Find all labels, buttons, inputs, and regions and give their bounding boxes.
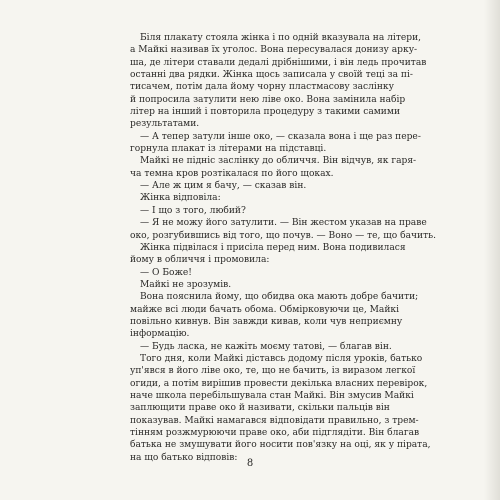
page-number: 8: [246, 458, 254, 469]
text-line: Жінка підвілася і присіла перед ним. Вона подивилася: [140, 242, 406, 253]
text-line: майже всі люди бачать обома. Обмірковуючи це, Майкі: [130, 304, 399, 315]
text-line: йому в обличчя і промовила:: [130, 255, 270, 266]
text-line: на що батько відповів:: [130, 452, 238, 463]
text-line: результатами.: [130, 119, 200, 130]
text-line: показував. Майкі намагався відповідати правильно, з трем-: [130, 415, 419, 426]
text-line: — О Боже!: [140, 267, 192, 278]
text-line: — Будь ласка, не кажіть моєму татові, — благав він.: [140, 341, 392, 352]
text-line: уп'явся в його ліве око, те, що не бачить, із виразом легкої: [130, 366, 416, 377]
text-line: а Майкі називав їх уголос. Вона пересувалася донизу арку-: [130, 45, 418, 56]
text-line: Вона пояснила йому, що обидва ока мають добре бачити;: [140, 292, 419, 303]
text-line: Майкі не підніс заслінку до обличчя. Він відчув, як гаря-: [140, 156, 417, 167]
text-line: ша, де літери ставали дедалі дрібнішими, і він ледь прочитав: [130, 57, 427, 68]
page-edge-shadow: [484, 0, 500, 500]
text-line: наче школа перебільшувала стан Майкі. Він змусив Майкі: [130, 390, 414, 401]
text-line: й попросила затулити нею ліве око. Вона замінила набір: [130, 94, 406, 105]
text-line: повільно кивнув. Він завжди кивав, коли чув неприємну: [130, 316, 403, 327]
text-line: горнула плакат із літерами на підставці.: [130, 144, 327, 155]
text-line: — Але ж цим я бачу, — сказав він.: [140, 181, 307, 192]
text-line: — Я не можу його затулити. — Він жестом указав на праве: [140, 218, 427, 229]
text-line: Того дня, коли Майкі діставсь додому після уроків, батько: [140, 353, 423, 364]
text-line: літер на інший і повторила процедуру з такими самими: [130, 107, 401, 118]
text-line: інформацію.: [130, 329, 190, 340]
text-line: Біля плакату стояла жінка і по одній вказувала на літери,: [140, 33, 422, 43]
text-line: ча темна кров розтікалася по його щоках.: [130, 168, 334, 179]
text-line: останні два рядки. Жінка щось записала у своїй теці за пі-: [130, 70, 413, 81]
text-line: тисачем, потім дала йому чорну пластмасову заслінку: [130, 82, 394, 93]
text-line: заплющити праве око й називати, скільки пальців він: [130, 403, 390, 414]
text-line: Жінка відповіла:: [140, 193, 221, 204]
text-line: батька не змушувати його носити пов'язку на оці, як у пірата,: [130, 440, 431, 451]
text-line: — А тепер затули інше око, — сказала вона і ще раз пере-: [140, 131, 421, 142]
body-text: [130, 32, 436, 464]
text-line: Майкі не зрозумів.: [140, 279, 232, 290]
text-line: око, розгубившись від того, що почув. — Воно — те, що бачить.: [130, 230, 436, 241]
text-line: — І що з того, любий?: [140, 205, 246, 216]
text-line: огиди, а потім вирішив провести декілька власних перевірок,: [130, 378, 428, 389]
text-line: тінням розжмурюючи праве око, аби підглядіти. Він благав: [130, 428, 420, 438]
